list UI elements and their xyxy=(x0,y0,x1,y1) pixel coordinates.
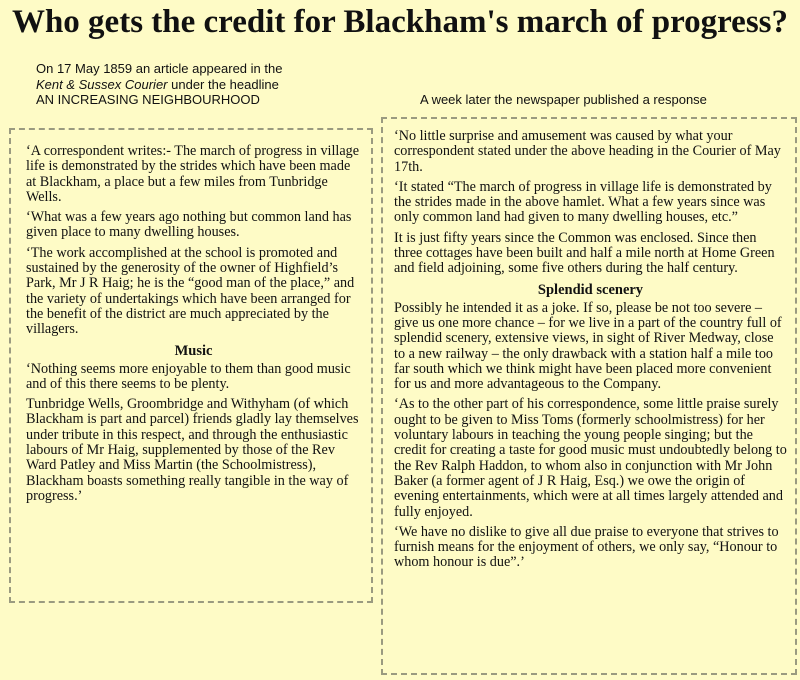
original-article-paragraph: ‘Nothing seems more enjoyable to them than good music and of this there seems to be plenty. xyxy=(26,360,351,392)
left-intro xyxy=(36,61,366,108)
left-intro-line-2-rest: under the headline xyxy=(167,76,279,92)
page-title: Who gets the credit for Blackham's march of progress? xyxy=(11,4,789,40)
response-article-paragraph: ‘We have no dislike to give all due praise to everyone that strives to furnish means for the enjoyment of others, we only say, “Honour to whom honour is due”.’ xyxy=(394,523,779,571)
original-article-paragraph: ‘The work accomplished at the school is promoted and sustained by the generosity of the owner of Highfield’s Park, Mr J R Haig; he is the “good man of the place,” and the variety of undertakings which have been arranged for the benefit of the district are much appreciated by the villagers. xyxy=(26,244,355,338)
left-intro-line-1: On 17 May 1859 an article appeared in the xyxy=(36,61,283,76)
original-article-paragraph: Tunbridge Wells, Groombridge and Withyham (of which Blackham is part and parcel) friends gladly lay themselves under tribute in this respect, and through the enthusiastic labours of Mr Haig, supplemented by those of the Rev Ward Patley and Miss Martin (the Schoolmistress), Blackham boasts something really tangible in the way of progress.’ xyxy=(26,396,359,504)
response-article-paragraph: Possibly he intended it as a joke. If so, please be not too severe – give us one more chance – for we live in a part of the country full of splendid scenery, extensive views, in sight of River Medway, close to a new railway – the only drawback with a station half a mile too far south which we think might have been placed more convenient for us and more advantageous to the Company. xyxy=(394,299,782,393)
original-article-box xyxy=(9,128,373,603)
original-article-paragraph: ‘What was a few years ago nothing but common land has given place to many dwelling houses. xyxy=(26,209,352,241)
left-intro-line-2 xyxy=(36,77,366,93)
response-article-paragraph: ‘It stated “The march of progress in village life is demonstrated by the strides made in the above hamlet. What a few years since was only common land had given to many dwelling houses, etc.” xyxy=(394,178,772,226)
article-headline: AN INCREASING NEIGHBOURHOOD xyxy=(36,92,260,107)
original-article-subheading: Music xyxy=(174,342,213,359)
response-article-paragraph: ‘No little surprise and amusement was caused by what your correspondent stated under the above heading in the Courier of May 17th. xyxy=(394,128,781,175)
response-article-paragraph: It is just fifty years since the Common was enclosed. Since then three cottages have been built and half a mile north at Home Green and field adjoining, some five others during the half century. xyxy=(394,229,775,277)
response-article-paragraph: ‘As to the other part of his correspondence, some little praise surely ought to be given to Miss Toms (formerly schoolmistress) for her voluntary labours in teaching the young people singing; but the credit for creating a taste for good music must undoubtedly belong to the Rev Ralph Haddon, to whom also in conjunction with Mr John Baker (a former agent of J R Haig, Esq.) we owe the origin of evening entertainments, which were at all times largely attended and fully enjoyed. xyxy=(394,396,787,520)
right-intro: A week later the newspaper published a response xyxy=(420,92,707,107)
response-article-box xyxy=(381,117,797,675)
original-article-paragraph: ‘A correspondent writes:- The march of progress in village life is demonstrated by the strides which have been made at Blackham, a place but a few miles from Tunbridge Wells. xyxy=(26,143,360,205)
newspaper-name: Kent & Sussex Courier xyxy=(36,76,168,92)
response-article-subheading: Splendid scenery xyxy=(537,281,644,298)
